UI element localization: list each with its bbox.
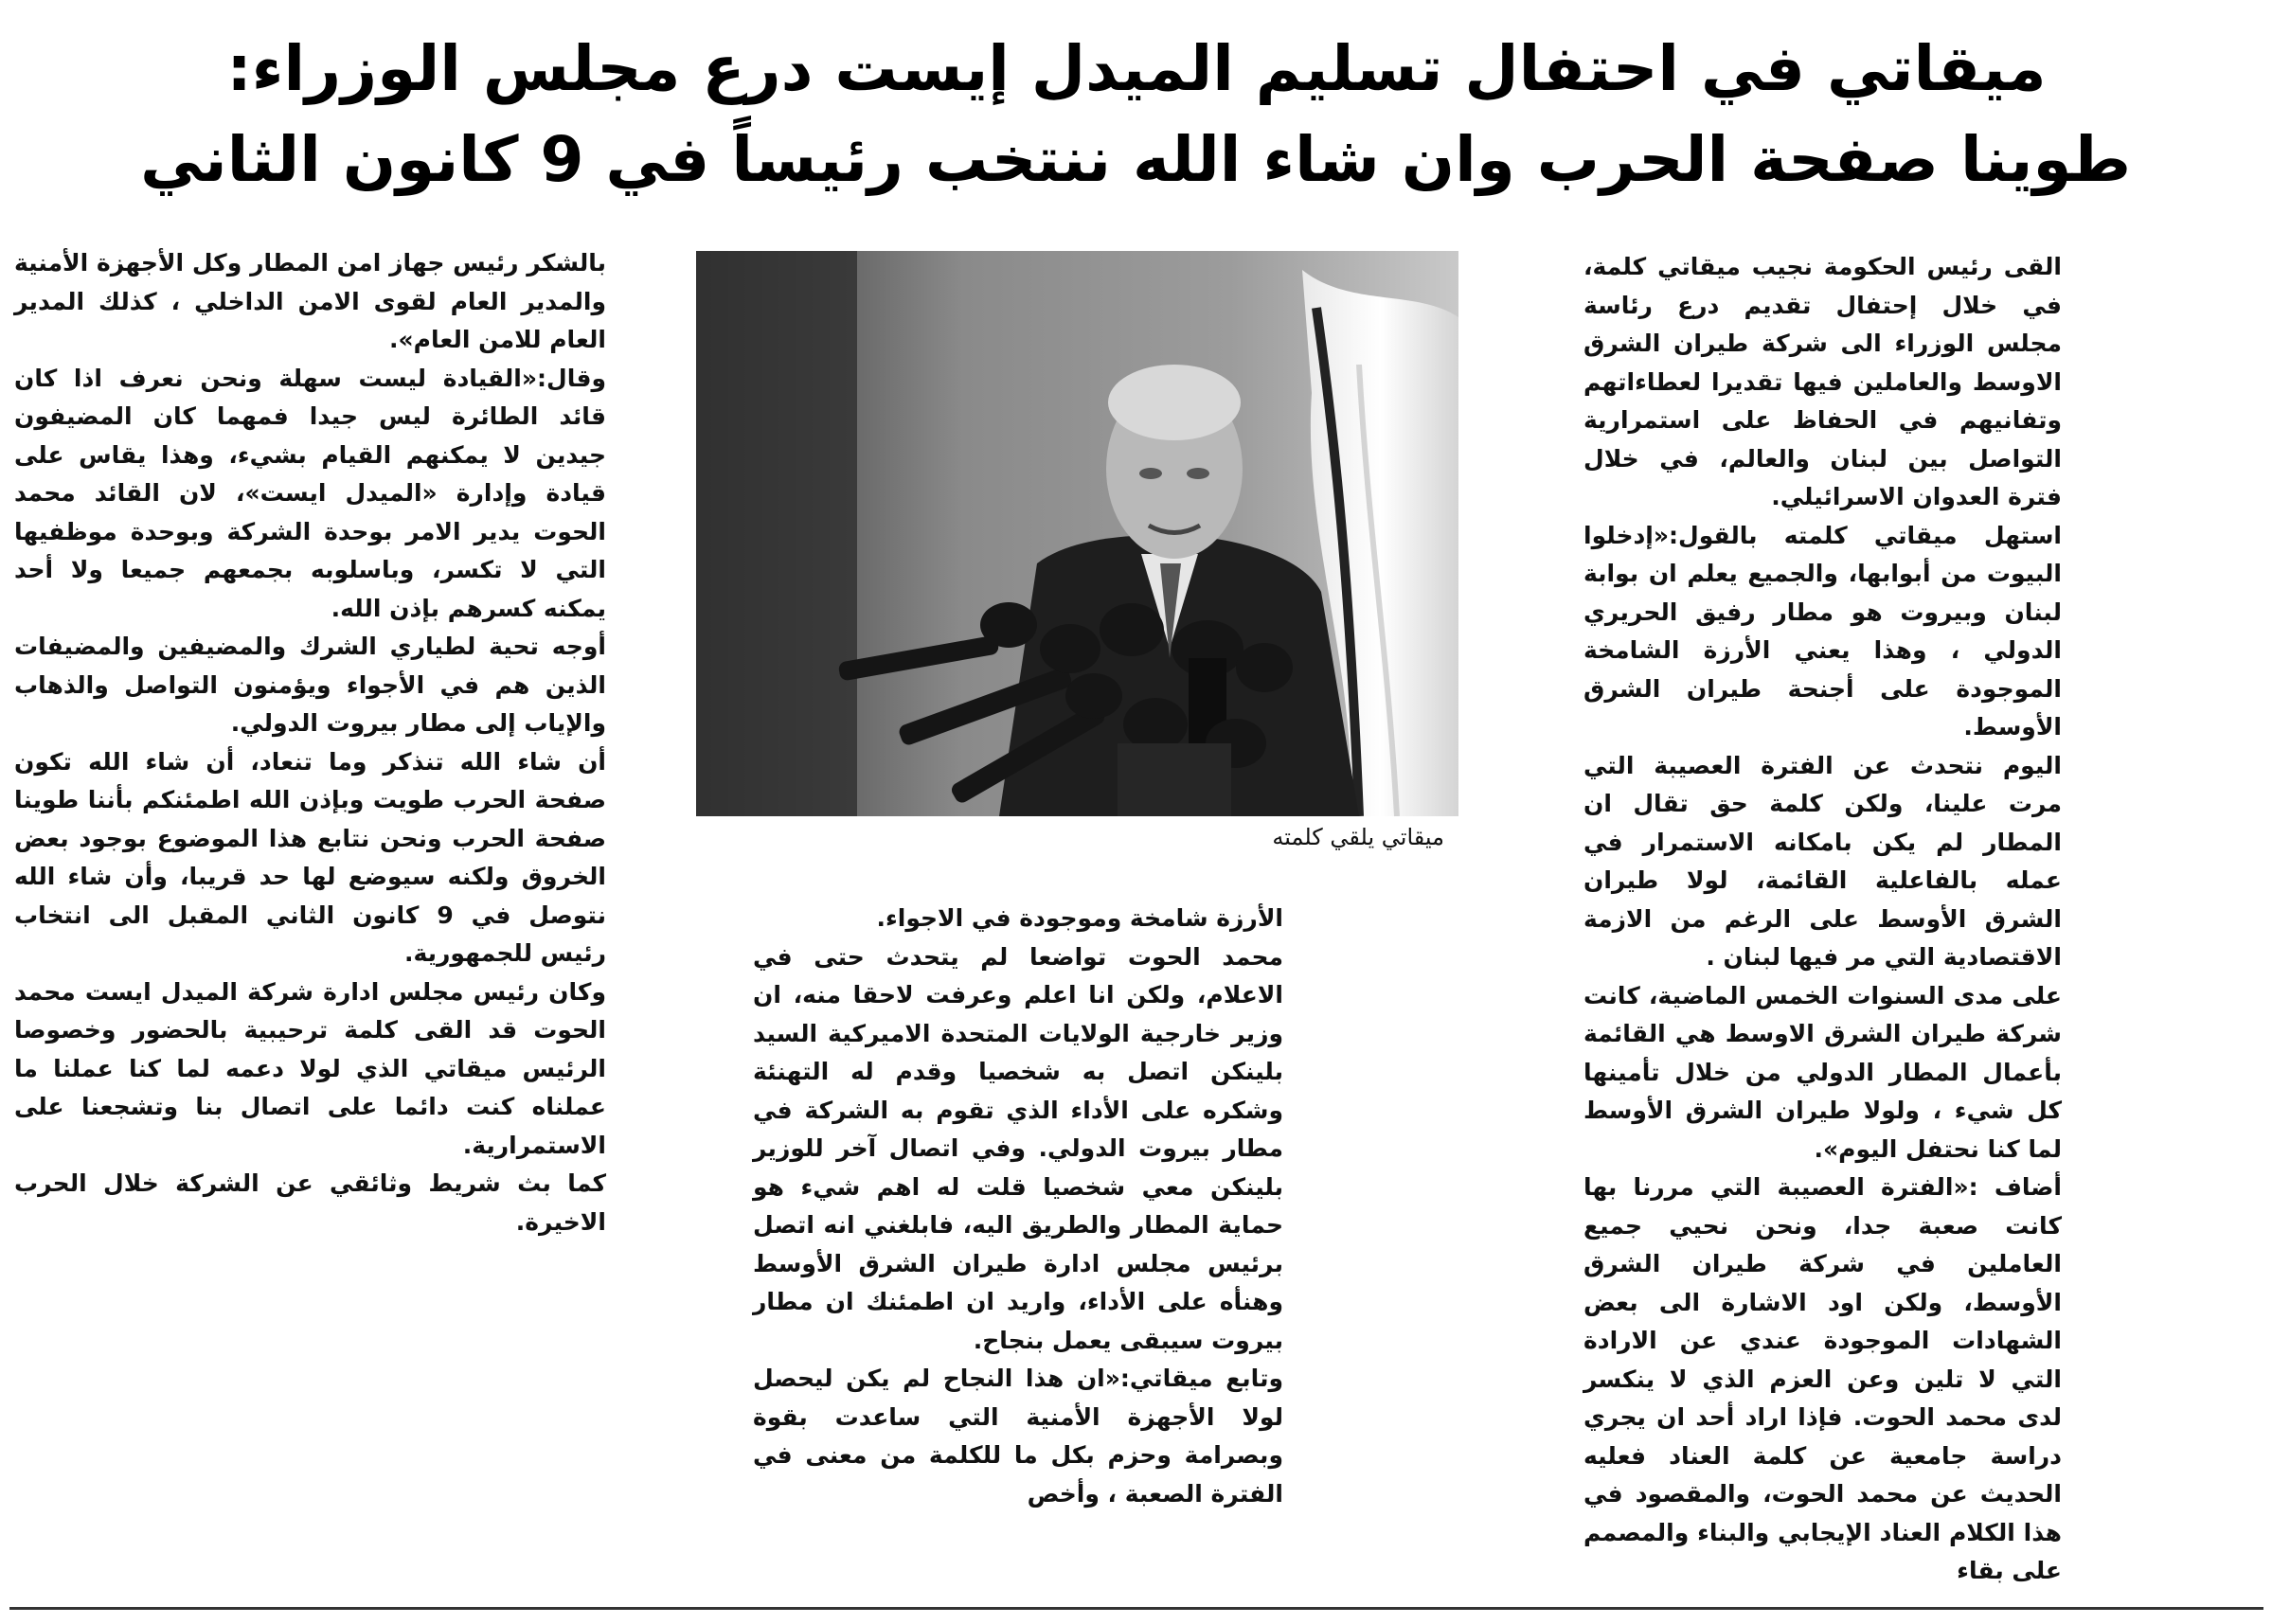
paragraph: أوجه تحية لطياري الشرك والمضيفين والمضيفات الذين هم في الأجواء ويؤمنون التواصل والذهاب والإياب إلى مطار بيروت الدولي. (14, 633, 606, 737)
headline-line-2: طوينا صفحة الحرب وان شاء الله ننتخب رئيساً في 9 كانون الثاني (140, 123, 2131, 196)
headline (142, 24, 2131, 205)
news-photo (696, 251, 1458, 816)
paragraph: كما بث شريط وثائقي عن الشركة خلال الحرب الاخيرة. (14, 1169, 606, 1236)
column-left (14, 244, 606, 1241)
paragraph: اليوم نتحدث عن الفترة العصيبة التي مرت علينا، ولكن كلمة حق تقال ان المطار لم يكن بامكانه الاستمرار في عمله بالفاعلية القائمة، لولا طيران الشرق الأوسط على الرغم من الازمة الاقتصادية التي مر فيها لبنان . (1583, 751, 2062, 971)
paragraph: أن شاء الله تنذكر وما تنعاد، أن شاء الله تكون صفحة الحرب طويت وبإذن الله اطمئنكم بأننا طوينا صفحة الحرب ونحن نتابع هذا الموضوع بوجود بعض الخروق ولكنه سيوضع لها حد قريبا، وأن شاء الله نتوصل في 9 كانون الثاني المقبل الى انتخاب رئيس للجمهورية. (14, 747, 606, 967)
paragraph: استهل ميقاتي كلمته بالقول:«إدخلوا البيوت من أبوابها، والجميع يعلم ان بوابة لبنان وبيروت هو مطار رفيق الحريري الدولي ، وهذا يعني الأرزة الشامخة الموجودة على أجنحة طيران الشرق الأوسط. (1583, 521, 2062, 741)
paragraph: وكان رئيس مجلس ادارة شركة الميدل ايست محمد الحوت قد القى كلمة ترحيبية بالحضور وخصوصا الرئيس ميقاتي الذي لولا دعمه لما كنا عملنا ما عملناه كنت دائما على اتصال بنا وتشجعنا على الاستمرارية. (14, 977, 606, 1159)
paragraph: وتابع ميقاتي:«ان هذا النجاح لم يكن ليحصل لولا الأجهزة الأمنية التي ساعدت بقوة وبصرامة وحزم بكل ما للكلمة من معنى في الفترة الصعبة ، وأخص (753, 1365, 1283, 1508)
paragraph: بالشكر رئيس جهاز امن المطار وكل الأجهزة الأمنية والمدير العام لقوى الامن الداخلي ، كذلك المدير العام للامن العام». (14, 249, 606, 353)
paragraph: على مدى السنوات الخمس الماضية، كانت شركة طيران الشرق الاوسط هي القائمة بأعمال المطار الدولي من خلال تأمينها كل شيء ، ولولا طيران الشرق الأوسط لما كنا نحتفل اليوم». (1583, 981, 2062, 1163)
headline-line-1: ميقاتي في احتفال تسليم الميدل إيست درع مجلس الوزراء: (226, 32, 2047, 105)
column-middle (753, 900, 1283, 1513)
paragraph: محمد الحوت تواضعا لم يتحدث حتى في الاعلام، ولكن انا اعلم وعرفت لاحقا منه، ان وزير خارجية الولايات المتحدة الاميركية السيد بلينكن اتصل به شخصيا وقدم له التهنئة وشكره على الأداء الذي تقوم به الشركة في مطار بيروت الدولي. وفي اتصال آخر للوزير بلينكن معي شخصيا قلت له اهم شيء هو حماية المطار والطريق اليه، فابلغني انه اتصل برئيس مجلس ادارة طيران الشرق الأوسط وهنأه على الأداء، واريد ان اطمئنك ان مطار بيروت سيبقى يعمل بنجاح. (753, 942, 1283, 1354)
photo-illustration (696, 251, 1458, 816)
paragraph: وقال:«القيادة ليست سهلة ونحن نعرف اذا كان قائد الطائرة ليس جيدا فمهما كان المضيفون جيدين لا يمكنهم القيام بشيء، وهذا يقاس على قيادة وإدارة «الميدل ايست»، لان القائد محمد الحوت يدير الامر بوحدة الشركة وبوحدة موظفيها التي لا تكسر، وباسلوبه بجمعهم جميعا ولا أحد يمكنه كسرهم بإذن الله. (14, 364, 606, 622)
paragraph: الأرزة شامخة وموجودة في الاجواء. (876, 904, 1283, 932)
paragraph: القى رئيس الحكومة نجيب ميقاتي كلمة، في خلال إحتفال تقديم درع رئاسة مجلس الوزراء الى شركة طيران الشرق الاوسط والعاملين فيها تقديرا لعطاءاتهم وتفانيهم في الحفاظ على استمرارية التواصل بين لبنان والعالم، في خلال فترة العدوان الاسرائيلي. (1583, 253, 2062, 510)
photo-caption: ميقاتي يلقي كلمته (1272, 824, 1444, 850)
bottom-divider (9, 1607, 2263, 1610)
column-right (1583, 248, 2062, 1591)
paragraph: أضاف :«الفترة العصيبة التي مررنا بها كانت صعبة جدا، ونحن نحيي جميع العاملين في شركة طيران الشرق الأوسط، ولكن اود الاشارة الى بعض الشهادات الموجودة عندي عن الارادة التي لا تلين وعن العزم الذي لا ينكسر لدى محمد الحوت. فإذا اراد أحد ان يجري دراسة جامعية عن كلمة العناد فعليه الحديث عن محمد الحوت، والمقصود في هذا الكلام العناد الإيجابي والبناء والمصمم على بقاء (1583, 1173, 2062, 1584)
